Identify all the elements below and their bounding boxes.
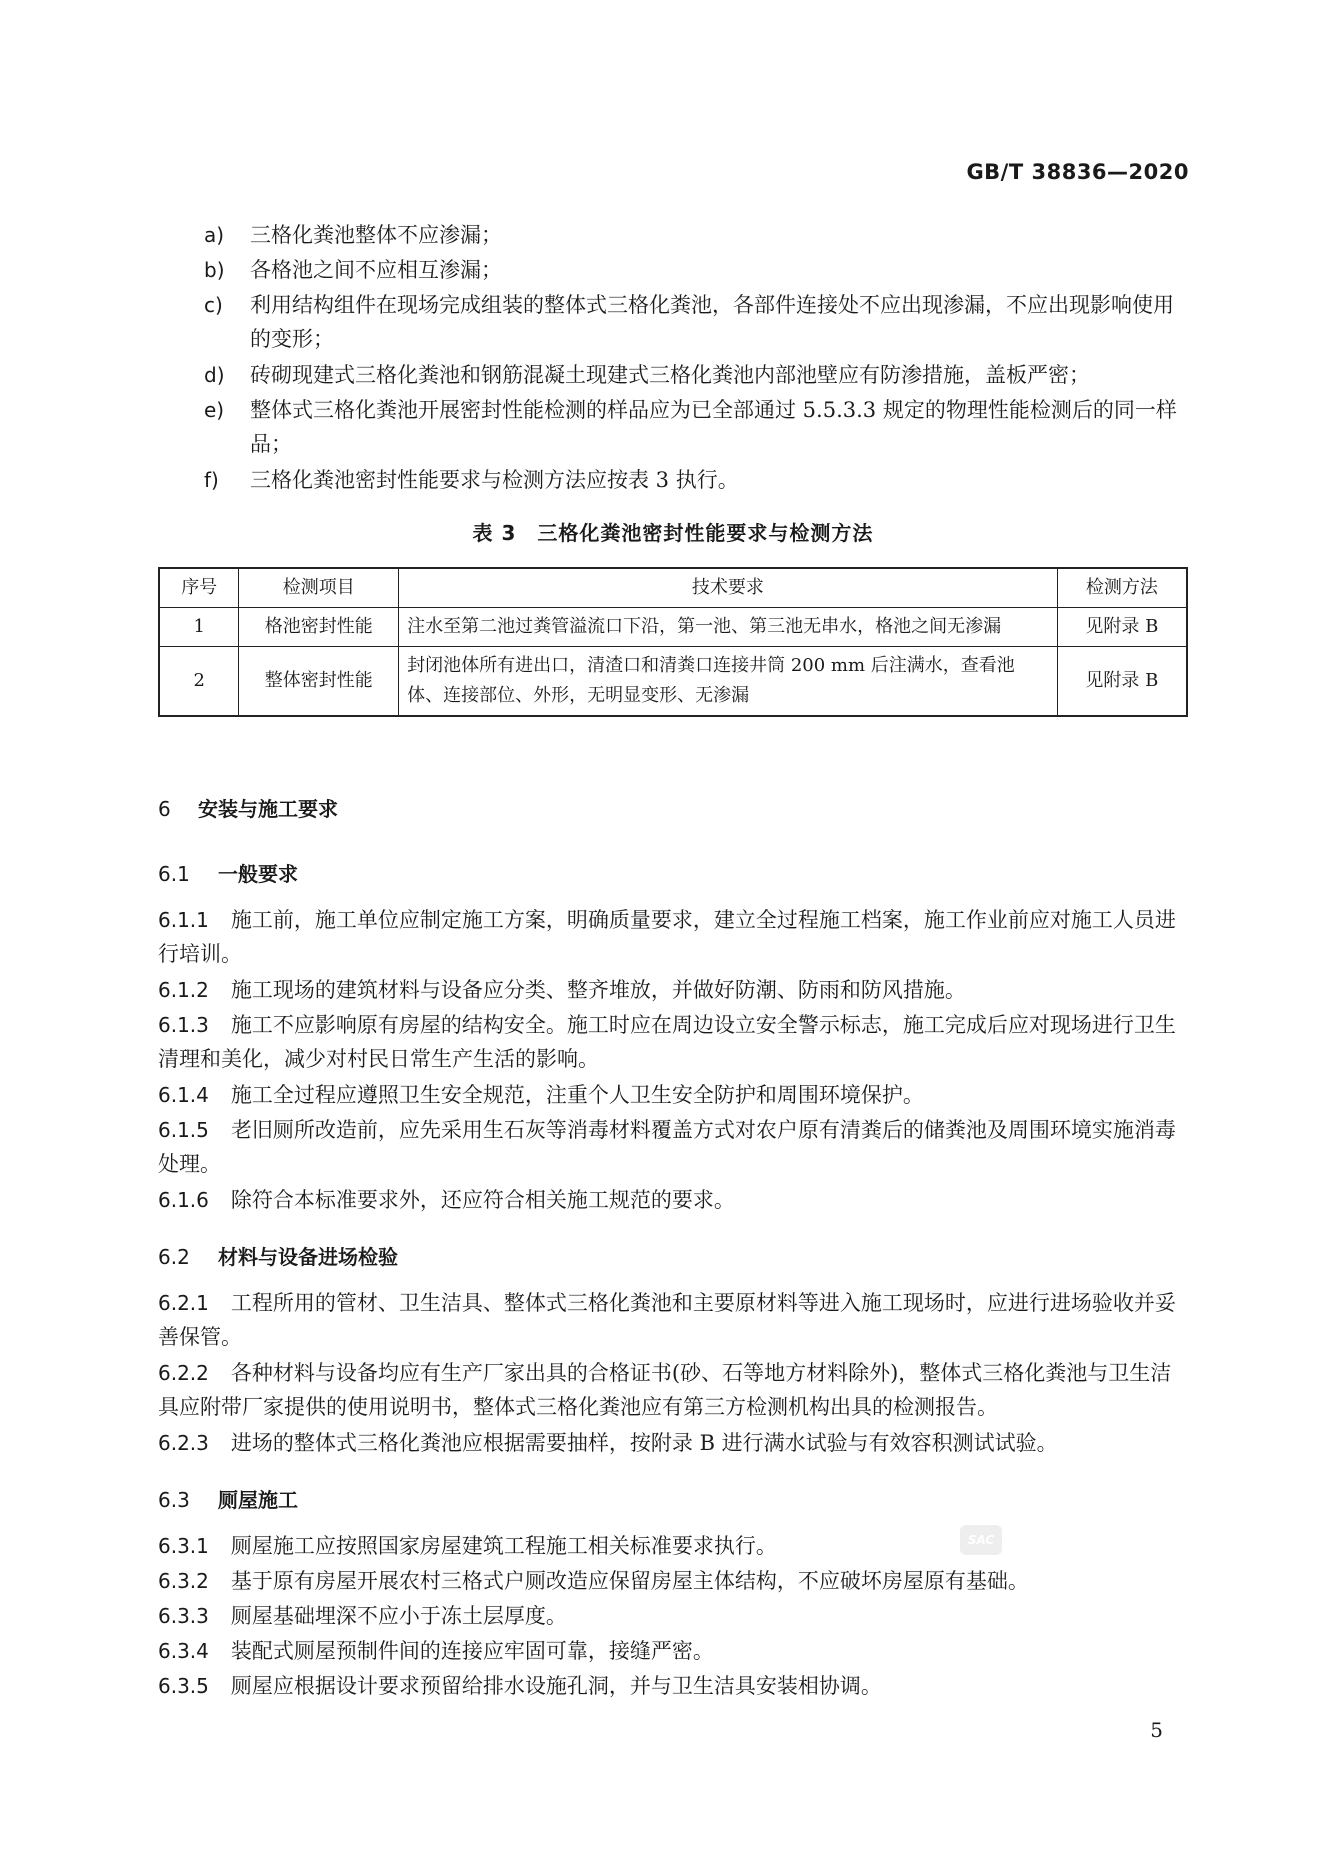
list-item	[158, 288, 1188, 356]
clause	[158, 903, 1188, 971]
clause-text: 基于原有房屋开展农村三格式户厕改造应保留房屋主体结构，不应破坏房屋原有基础。	[230, 1569, 1029, 1593]
clause	[158, 1599, 1188, 1633]
clause-number: 6.1.5	[158, 1118, 209, 1142]
clause-number: 6.3.4	[158, 1639, 209, 1663]
subsection-title: 材料与设备进场检验	[218, 1245, 398, 1269]
list-item-text: 三格化粪池密封性能要求与检测方法应按表 3 执行。	[250, 468, 739, 492]
clause	[158, 1008, 1188, 1076]
clause-text: 除符合本标准要求外，还应符合相关施工规范的要求。	[230, 1188, 735, 1212]
clause-number: 6.1.1	[158, 908, 209, 932]
table-header-row	[159, 568, 1187, 608]
subsection-title: 厕屋施工	[218, 1488, 298, 1512]
table-cell-no: 1	[159, 608, 239, 647]
table-cell-item: 整体密封性能	[239, 647, 399, 717]
clause-number: 6.3.5	[158, 1674, 209, 1698]
clause	[158, 1286, 1188, 1354]
clause-text: 施工前，施工单位应制定施工方案，明确质量要求，建立全过程施工档案，施工作业前应对施工人员进行培训。	[158, 908, 1176, 966]
list-item	[158, 218, 1188, 252]
table-row	[159, 647, 1187, 717]
clause	[158, 1113, 1188, 1181]
clause	[158, 1669, 1188, 1703]
sac-watermark-logo: SAC	[960, 1525, 1002, 1555]
clause-number: 6.1.4	[158, 1083, 209, 1107]
list-item	[158, 393, 1188, 461]
clause-text: 装配式厕屋预制件间的连接应牢固可靠，接缝严密。	[230, 1639, 714, 1663]
list-item-text: 各格池之间不应相互渗漏；	[250, 258, 502, 282]
list-item-text: 三格化粪池整体不应渗漏；	[250, 223, 502, 247]
clause-number: 6.1.6	[158, 1188, 209, 1212]
list-item	[158, 463, 1188, 497]
clause	[158, 973, 1188, 1007]
subsection-number: 6.3	[158, 1488, 190, 1512]
clause-text: 厕屋施工应按照国家房屋建筑工程施工相关标准要求执行。	[230, 1534, 777, 1558]
clause-text: 进场的整体式三格化粪池应根据需要抽样，按附录 B 进行满水试验与有效容积测试试验。	[230, 1431, 1058, 1455]
clause	[158, 1078, 1188, 1112]
clause-text: 老旧厕所改造前，应先采用生石灰等消毒材料覆盖方式对农户原有清粪后的储粪池及周围环境实施消毒处理。	[158, 1118, 1176, 1176]
list-item-label: e)	[204, 398, 225, 422]
subsection-heading	[158, 857, 298, 891]
subsection-heading	[158, 1240, 398, 1274]
table-cell-req: 封闭池体所有进出口，清渣口和清粪口连接井筒 200 mm 后注满水，查看池体、连接部位、外形，无明显变形、无渗漏	[399, 647, 1058, 717]
clause-text: 厕屋应根据设计要求预留给排水设施孔洞，并与卫生洁具安装相协调。	[230, 1674, 882, 1698]
table-cell-method: 见附录 B	[1057, 647, 1187, 717]
clause	[158, 1356, 1188, 1424]
clause-text: 施工现场的建筑材料与设备应分类、整齐堆放，并做好防潮、防雨和防风措施。	[230, 978, 966, 1002]
standard-code: GB/T 38836—2020	[966, 160, 1189, 184]
clause-number: 6.3.3	[158, 1604, 209, 1628]
clause	[158, 1426, 1188, 1460]
requirements-table	[158, 567, 1188, 717]
table-header-cell: 技术要求	[399, 568, 1058, 608]
subsection-heading	[158, 1483, 298, 1517]
table-title: 表 3 三格化粪池密封性能要求与检测方法	[472, 521, 874, 545]
table-cell-req: 注水至第二池过粪管溢流口下沿，第一池、第三池无串水，格池之间无渗漏	[399, 608, 1058, 647]
table-cell-no: 2	[159, 647, 239, 717]
table-header-cell: 序号	[159, 568, 239, 608]
clause	[158, 1529, 1188, 1563]
list-item-label: b)	[204, 258, 225, 282]
clause-number: 6.2.1	[158, 1291, 209, 1315]
subsection-number: 6.1	[158, 862, 190, 886]
clause-number: 6.1.3	[158, 1013, 209, 1037]
clause-text: 工程所用的管材、卫生洁具、整体式三格化粪池和主要原材料等进入施工现场时，应进行进场验收并妥善保管。	[158, 1291, 1176, 1349]
clause-text: 各种材料与设备均应有生产厂家出具的合格证书(砂、石等地方材料除外)，整体式三格化粪池与卫生洁具应附带厂家提供的使用说明书，整体式三格化粪池应有第三方检测机构出具的检测报告。	[158, 1361, 1172, 1419]
clause-text: 施工全过程应遵照卫生安全规范，注重个人卫生安全防护和周围环境保护。	[230, 1083, 924, 1107]
section-title: 安装与施工要求	[198, 797, 338, 821]
clause	[158, 1564, 1188, 1598]
clause-number: 6.2.3	[158, 1431, 209, 1455]
clause-number: 6.3.2	[158, 1569, 209, 1593]
table-row	[159, 608, 1187, 647]
clause	[158, 1183, 1188, 1217]
list-item-label: f)	[204, 468, 219, 492]
list-item	[158, 253, 1188, 287]
section-number: 6	[158, 797, 171, 821]
list-item-text: 利用结构组件在现场完成组装的整体式三格化粪池，各部件连接处不应出现渗漏，不应出现影响使用的变形；	[250, 293, 1174, 351]
page-number: 5	[1150, 1718, 1163, 1742]
section-heading	[158, 792, 338, 826]
list-item-label: d)	[204, 363, 225, 387]
table-cell-item: 格池密封性能	[239, 608, 399, 647]
list-item-text: 砖砌现建式三格化粪池和钢筋混凝土现建式三格化粪池内部池壁应有防渗措施，盖板严密；	[250, 363, 1090, 387]
table-header-cell: 检测项目	[239, 568, 399, 608]
clause-text: 施工不应影响原有房屋的结构安全。施工时应在周边设立安全警示标志，施工完成后应对现场进行卫生清理和美化，减少对村民日常生产生活的影响。	[158, 1013, 1176, 1071]
clause-number: 6.3.1	[158, 1534, 209, 1558]
clause	[158, 1634, 1188, 1668]
subsection-title: 一般要求	[218, 862, 298, 886]
clause-number: 6.2.2	[158, 1361, 209, 1385]
table-cell-method: 见附录 B	[1057, 608, 1187, 647]
clause-number: 6.1.2	[158, 978, 209, 1002]
list-item-text: 整体式三格化粪池开展密封性能检测的样品应为已全部通过 5.5.3.3 规定的物理性能检测后的同一样品；	[250, 398, 1177, 456]
list-item-label: c)	[204, 293, 223, 317]
list-item-label: a)	[204, 223, 225, 247]
clause-text: 厕屋基础埋深不应小于冻土层厚度。	[230, 1604, 567, 1628]
table-header-cell: 检测方法	[1057, 568, 1187, 608]
subsection-number: 6.2	[158, 1245, 190, 1269]
list-item	[158, 358, 1188, 392]
